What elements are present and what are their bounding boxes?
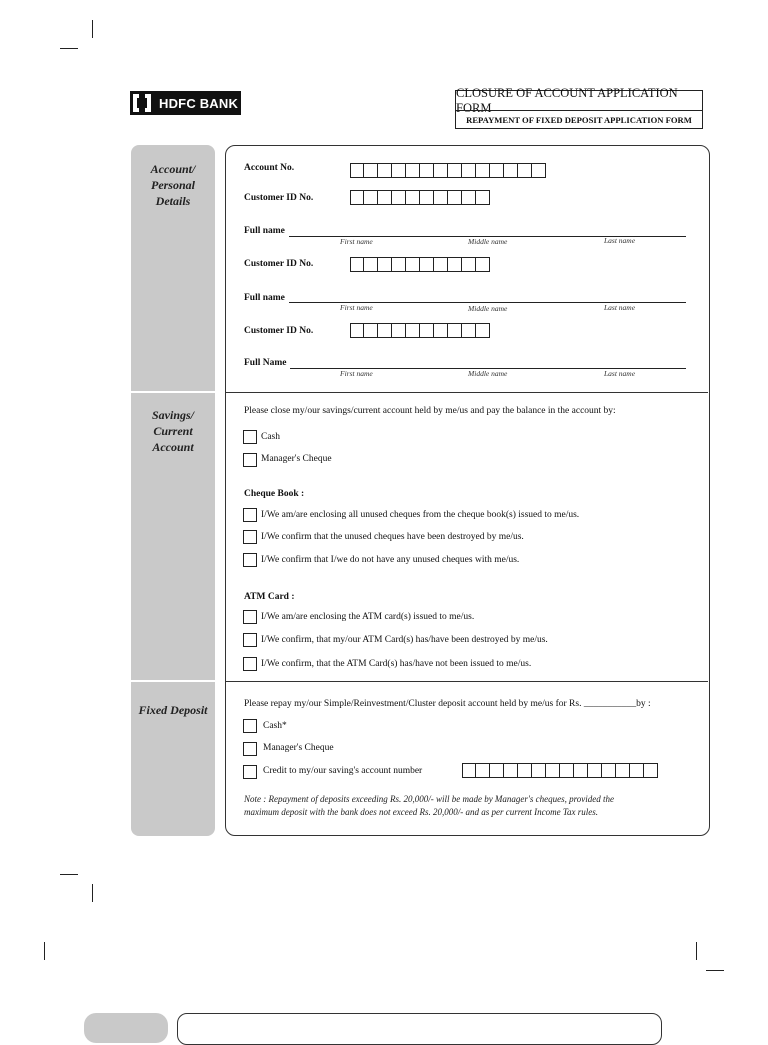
cheque-destroyed-label: I/We confirm that the unused cheques have been destroyed by me/us.: [261, 532, 524, 542]
panel-divider: [226, 392, 708, 393]
fd-credit-checkbox[interactable]: [243, 765, 257, 779]
hdfc-logo: [130, 91, 241, 115]
middle-name-caption: Middle name: [468, 369, 508, 378]
atm-destroyed-checkbox[interactable]: [243, 633, 257, 647]
hdfc-logo-icon: [131, 92, 153, 114]
cheque-destroyed-checkbox[interactable]: [243, 530, 257, 544]
middle-name-caption: Middle name: [468, 304, 508, 313]
account-no-field[interactable]: [350, 163, 546, 178]
section-label-account: Account/ Personal Details: [150, 162, 196, 208]
fd-managers-cheque-checkbox[interactable]: [243, 742, 257, 756]
full-name-label: Full name: [244, 226, 285, 236]
panel-divider: [226, 681, 708, 682]
first-name-caption: First name: [340, 369, 373, 378]
atm-card-heading: ATM Card :: [244, 592, 295, 602]
section-sidebar: [131, 145, 215, 836]
crop-mark: [60, 874, 78, 875]
fixed-note-line1: Note : Repayment of deposits exceeding Rs. 20,000/- will be made by Manager's cheques, provided the: [244, 794, 614, 804]
atm-not-issued-label: I/We confirm, that the ATM Card(s) has/have not been issued to me/us.: [261, 659, 532, 669]
atm-enclosed-label: I/We am/are enclosing the ATM card(s) issued to me/us.: [261, 612, 475, 622]
account-no-label: Account No.: [244, 163, 295, 173]
no-cheques-checkbox[interactable]: [243, 553, 257, 567]
first-name-caption: First name: [340, 237, 373, 246]
managers-cheque-label: Manager's Cheque: [261, 454, 332, 464]
crop-mark: [60, 48, 78, 49]
savings-account-number-field[interactable]: [462, 763, 658, 778]
last-name-caption: Last name: [604, 369, 636, 378]
fd-managers-cheque-label: Manager's Cheque: [263, 743, 334, 753]
form-title: CLOSURE OF ACCOUNT APPLICATION FORM: [455, 90, 703, 111]
customer-id-field[interactable]: [350, 190, 490, 205]
customer-id-label: Customer ID No.: [244, 259, 314, 269]
logo-text: HDFC BANK: [159, 95, 239, 111]
crop-mark: [696, 942, 697, 960]
atm-destroyed-label: I/We confirm, that my/our ATM Card(s) has/have been destroyed by me/us.: [261, 635, 548, 645]
managers-cheque-checkbox[interactable]: [243, 453, 257, 467]
fixed-note-line2: maximum deposit with the bank does not exceed Rs. 20,000/- and as per current Income Tax rules.: [244, 807, 599, 817]
full-name-label: Full name: [244, 293, 285, 303]
cheque-book-heading: Cheque Book :: [244, 489, 305, 499]
savings-intro: Please close my/our savings/current account held by me/us and pay the balance in the account by:: [244, 406, 616, 416]
form-subtitle: REPAYMENT OF FIXED DEPOSIT APPLICATION FORM: [455, 110, 703, 129]
crop-mark: [706, 970, 724, 971]
sidebar-divider: [131, 391, 215, 393]
first-name-caption: First name: [340, 303, 373, 312]
fixed-intro: Please repay my/our Simple/Reinvestment/Cluster deposit account held by me/us for Rs. ___________by :: [244, 699, 651, 709]
atm-enclosed-checkbox[interactable]: [243, 610, 257, 624]
last-name-caption: Last name: [604, 303, 636, 312]
middle-name-caption: Middle name: [468, 237, 508, 246]
customer-id-label: Customer ID No.: [244, 326, 314, 336]
next-page-panel: [177, 1013, 662, 1045]
customer-id-field[interactable]: [350, 257, 490, 272]
crop-mark: [92, 20, 93, 38]
no-cheques-label: I/We confirm that I/we do not have any unused cheques with me/us.: [261, 555, 520, 565]
atm-not-issued-checkbox[interactable]: [243, 657, 257, 671]
cheque-enclosed-label: I/We am/are enclosing all unused cheques from the cheque book(s) issued to me/us.: [261, 510, 580, 520]
crop-mark: [44, 942, 45, 960]
full-name-label: Full Name: [244, 358, 287, 368]
customer-id-label: Customer ID No.: [244, 193, 314, 203]
cash-checkbox[interactable]: [243, 430, 257, 444]
fd-cash-label: Cash*: [263, 721, 287, 731]
fd-cash-checkbox[interactable]: [243, 719, 257, 733]
cheque-enclosed-checkbox[interactable]: [243, 508, 257, 522]
section-label-savings: Savings/ Current Account: [151, 408, 194, 454]
crop-mark: [92, 884, 93, 902]
next-page-sidebar: [84, 1013, 168, 1043]
fd-credit-label: Credit to my/our saving's account number: [263, 766, 423, 776]
section-label-fixed: Fixed Deposit: [138, 703, 208, 717]
cash-label: Cash: [261, 432, 280, 442]
sidebar-divider: [131, 680, 215, 682]
last-name-caption: Last name: [604, 236, 636, 245]
customer-id-field[interactable]: [350, 323, 490, 338]
